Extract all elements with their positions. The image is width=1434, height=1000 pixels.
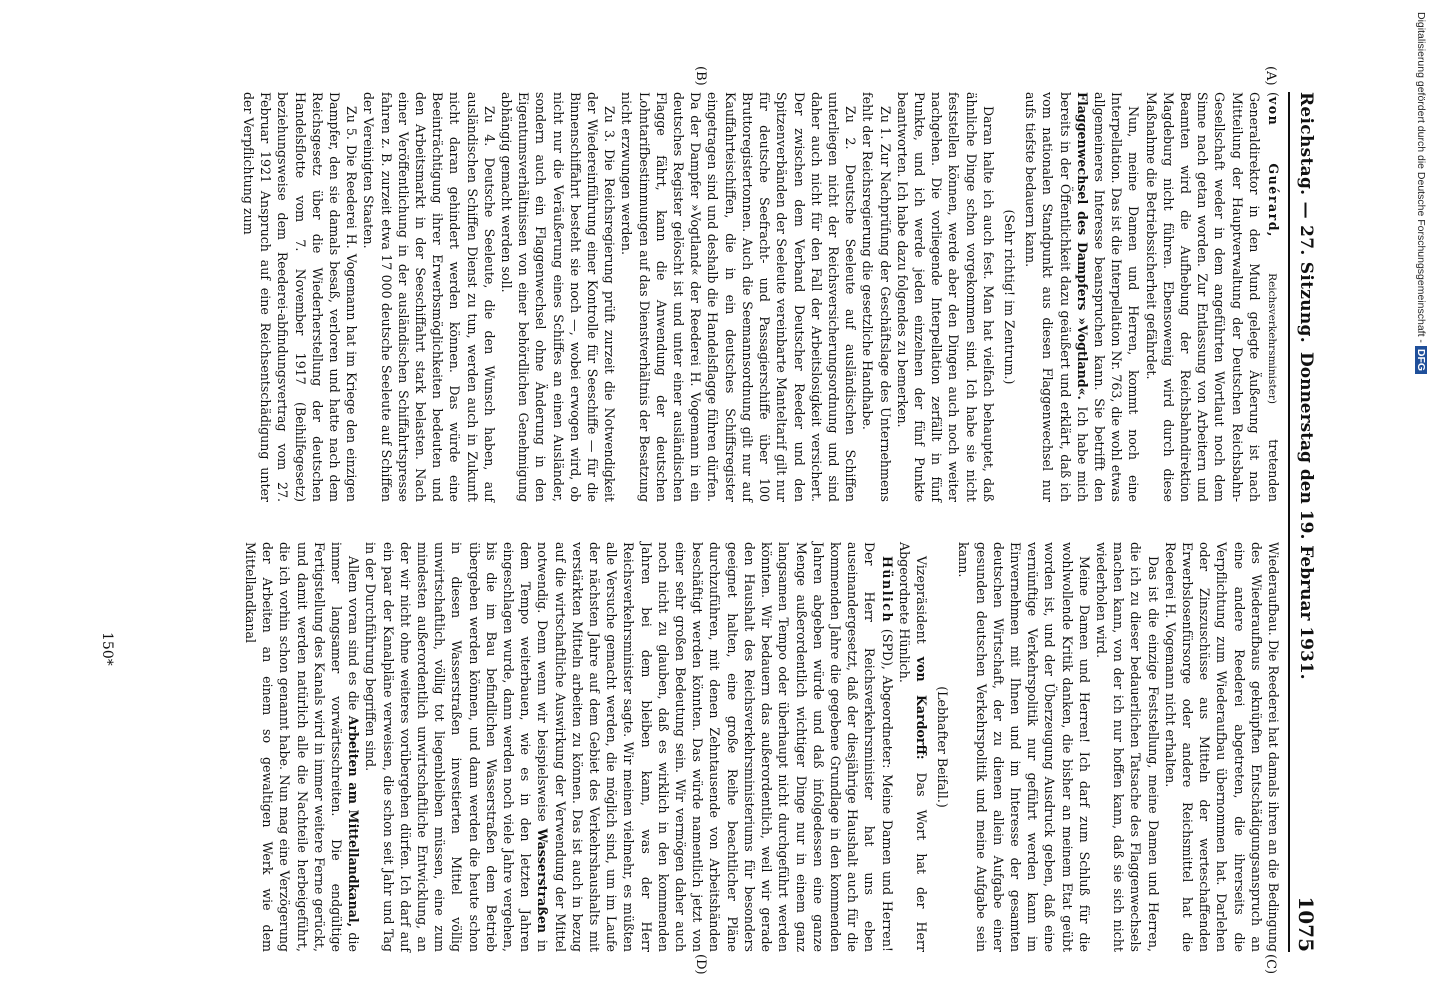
paragraph: Das ist die einzige Feststellung, meine Damen und Herren, die ich zu dieser bedauerlichen Tatsache des Flaggenwechsels machen kann, von der ich nur hoffen kann, daß sie sich nicht wiederholen wird. bbox=[1093, 542, 1161, 952]
dfg-logo: DFG bbox=[1415, 346, 1427, 374]
paragraph: Zu 5. Die Reederei H. Vogemann hat im Kriege den einzigen Dampfer, den sie damals besaß, verloren und hatte nach dem Reichsgesetz über die Wiederherstellung der deutschen Handelsflotte vom 7. November 1917 (Beihilfegesetz) beziehungsweise dem Reederei-abfindungsvertrag vom 27. Februar 1921 Anspruch auf eine Reichsentschädigung unter der Verpflichtung zum bbox=[241, 92, 360, 502]
paragraph: Zu 4. Deutsche Seeleute, die den Wunsch haben, auf ausländischen Schiffen Dienst zu tun, werden auch in Zukunft nicht daran gehindert werden können. Das würde eine Beeinträchtigung ihrer Erwerbsmöglichkeiten bedeuten und den Arbeitsmarkt in der Seeschiffahrt stark belasten. Nach einer Veröffentlichung in der ausländischen Schiffahrtspresse fahren z. B. zurzeit etwa 17 000 deutsche Seeleute auf Schiffen der Vereinigten Staaten. bbox=[361, 92, 497, 502]
paragraph: Nun, meine Damen und Herren, kommt noch eine Interpellation. Das ist die Interpellation Nr. 763, die wohl etwas allgemeineres Interesse beanspruchen kann. Sie betrifft den Flaggenwechsel des Dampfers »Vogtland«. Ich habe mich bereits in der Öffentlichkeit dazu geäußert und erklärt, daß ich vom nationalen Standpunkt aus diesen Flaggenwechsel nur aufs tiefste bedauern kann. bbox=[1023, 92, 1142, 502]
digitization-credit bbox=[1415, 12, 1427, 374]
margin-letter-a: (A) bbox=[1263, 66, 1278, 86]
right-column bbox=[242, 542, 1282, 952]
paragraph: Allem voran sind es die Arbeiten am Mittellandkanal, die immer langsamer vorwärtsschreiten. Die endgültige Fertigstellung des Kanals wird in immer weitere Ferne gerückt, und damit werden natürlich alle die Nachteile herbeigeführt, die ich vorhin schon genannt habe. Nun mag eine Verzögerung der Arbeiten an einem so gewaltigen Werk wie dem Mittellandkanal bbox=[243, 542, 362, 952]
signature-mark: 150* bbox=[99, 632, 115, 666]
page-header bbox=[1288, 92, 1318, 952]
margin-letter-d: (D) bbox=[693, 954, 708, 975]
header-page-number: 1075 bbox=[1294, 896, 1318, 952]
header-session: Reichstag. — 27. Sitzung. bbox=[1296, 92, 1316, 343]
left-column bbox=[240, 92, 1282, 502]
paragraph: Zu 3. Die Reichsregierung prüft zurzeit die Notwendigkeit der Wiedereinführung einer Kontrolle für Seeschiffe — für die Binnenschiffahrt besteht sie noch —, wobei erwogen wird, ob nicht nur die Veräußerung eines Schiffes an einen Ausländer, sondern auch ein Flaggenwechsel ohne Änderung in den Eigentumsverhältnissen von einer behördlichen Genehmigung abhängig gemacht werden soll. bbox=[499, 92, 618, 502]
credit-text: Digitalisierung gefördert durch die Deutsche Forschungsgemeinschaft - bbox=[1415, 12, 1427, 343]
paragraph: (von Guérard, Reichsverkehrsminister) tretenden Generaldirektor in den Mund gelegte Äußerung ist nach Mitteilung der Hauptverwaltung der Deutschen Reichsbahn-Gesellschaft weder in dem angeführten Wortlaut noch dem Sinne nach getan worden. Zur Entlassung von Arbeitern und Beamten wird die Aufhebung der Reichsbahndirektion Magdeburg nicht führen. Ebensowenig wird durch diese Maßnahme die Betriebssicherheit gefährdet. bbox=[1143, 92, 1281, 502]
paragraph: Zu 2. Deutsche Seeleute auf ausländischen Schiffen unterliegen nicht der Reichsversicherungsordnung und sind daher auch nicht für den Fall der Arbeitslosigkeit versichert. Der zwischen dem Verband Deutscher Reeder und den Spitzenverbänden der Seeleute vereinbarte Manteltarif gilt nur für deutsche Seefracht- und Passagierschiffe über 100 Bruttoregistertonnen. Auch die Seemannsordnung gilt nur auf Kauffahrteischiffen, die in ein deutsches Schiffsregister eingetragen sind und deshalb die Handelsflagge führen dürfen. Da der Dampfer »Vogtland« der Reederei H. Vogemann in ein deutsches Register gelöscht ist und unter einer ausländischen Flagge fährt, kann die Anwendung der deutschen Lohntarifbestimmungen auf das Dienstverhältnis der Besatzung nicht erzwungen werden. bbox=[619, 92, 859, 502]
paragraph: Daran halte ich auch fest. Man hat vielfach behauptet, daß ähnliche Dinge schon vorgekommen sind. Ich habe sie nicht feststellen können, werde aber den Dingen auch noch weiter nachgehen. Die vorliegende Interpellation zerfällt in fünf Punkte, und ich werde jeden einzelnen der fünf Punkte beantworten. Ich habe dazu folgendes zu bemerken. bbox=[894, 92, 996, 502]
rotated-newspaper-page bbox=[78, 66, 1318, 975]
paragraph: Meine Damen und Herren! Ich darf zum Schluß für die wohlwollende Kritik danken, die bisher an meinem Etat geübt worden ist, und der Überzeugung Ausdruck geben, daß eine vernünftige Verkehrspolitik nur geführt werden kann im Einvernehmen mit Ihnen und im Interesse der gesamten deutschen Wirtschaft, der zu dienen allein Aufgabe einer gesunden deutschen Verkehrspolitik und meine Aufgabe sein kann. bbox=[956, 542, 1092, 952]
paragraph: Hünlich (SPD), Abgeordneter: Meine Damen und Herren! Der Herr Reichsverkehrsminister hat uns eben auseinandergesetzt, daß der diesjährige Haushalt auch für die kommenden Jahre die gegebene Grundlage in den kommenden Jahren abgeben würde und daß infolgedessen eine ganze Menge außerordentlich wichtiger Dinge nur in einem ganz langsamen Tempo oder überhaupt nicht durchgeführt werden könnten. Wir bedauern das außerordentlich, weil wir gerade den Haushalt des Reichsverkehrsministeriums für besonders geeignet halten, eine große Reihe beachtlicher Pläne durchzuführen, mit denen Zehntausende von Arbeitshänden beschäftigt werden könnten. Das würde namentlich jetzt von einer sehr großen Bedeutung sein. Wir vermögen daher auch noch nicht zu glauben, daß es wirklich in den kommenden Jahren bei dem bleiben kann, was der Herr Reichsverkehrsminister sagte. Wir meinen vielmehr, es müßten alle Versuche gemacht werden, die möglich sind, um im Laufe der nächsten Jahre auf dem Gebiet des Verkehrshaushalts mit verstärkten Mitteln arbeiten zu können. Das ist auch in bezug auf die wirtschaftliche Auswirkung der Verwendung der Mittel notwendig. Denn wenn wir beispielsweise Wasserstraßen in dem Tempo weiterbauen, wie es in den letzten Jahren eingeschlagen wurde, dann werden noch viele Jahre vergehen, bis die im Bau befindlichen Wasserstraßen dem Betrieb übergeben werden können, und dann werden die heute schon in diesen Wasserstraßen investierten Mittel völlig unwirtschaftlich, völlig tot liegenbleiben müssen, eine zum mindesten außerordentlich unwirtschaftliche Entwicklung, an der wir nicht ohne weiteres vorübergehen dürfen. Ich darf auf ein paar der Kanalpläne verweisen, die schon seit Jahr und Tag in der Durchführung begriffen sind. bbox=[363, 542, 895, 952]
interjection: (Sehr richtig! im Zentrum.) bbox=[1001, 209, 1017, 385]
paragraph: Zu 1. Zur Nachprüfung der Geschäftslage des Unternehmens fehlt der Reichsregierung die gesetzliche Handhabe. bbox=[860, 92, 893, 502]
paragraph: Wiederaufbau. Die Reederei hat damals ihren an die Bedingung des Wiederaufbaus geknüpften Entschädigungsanspruch an eine andere Reederei abgetreten, die ihrerseits die Verpflichtung zum Wiederaufbau übernommen hat. Darlehen oder Zinszuschüsse aus Mitteln der werteschaffenden Erwerbslosenfürsorge oder andere Reichsmittel hat die Reederei H. Vogemann nicht erhalten. bbox=[1162, 542, 1281, 952]
interjection: (Lebhafter Beifall.) bbox=[935, 686, 951, 808]
header-date: Donnerstag den 19. Februar 1931. bbox=[1296, 352, 1316, 680]
margin-letter-c: (C) bbox=[1263, 954, 1278, 975]
margin-letter-b: (B) bbox=[693, 66, 708, 86]
paragraph: Vizepräsident von Kardorff: Das Wort hat der Herr Abgeordnete Hünlich. bbox=[896, 542, 929, 952]
